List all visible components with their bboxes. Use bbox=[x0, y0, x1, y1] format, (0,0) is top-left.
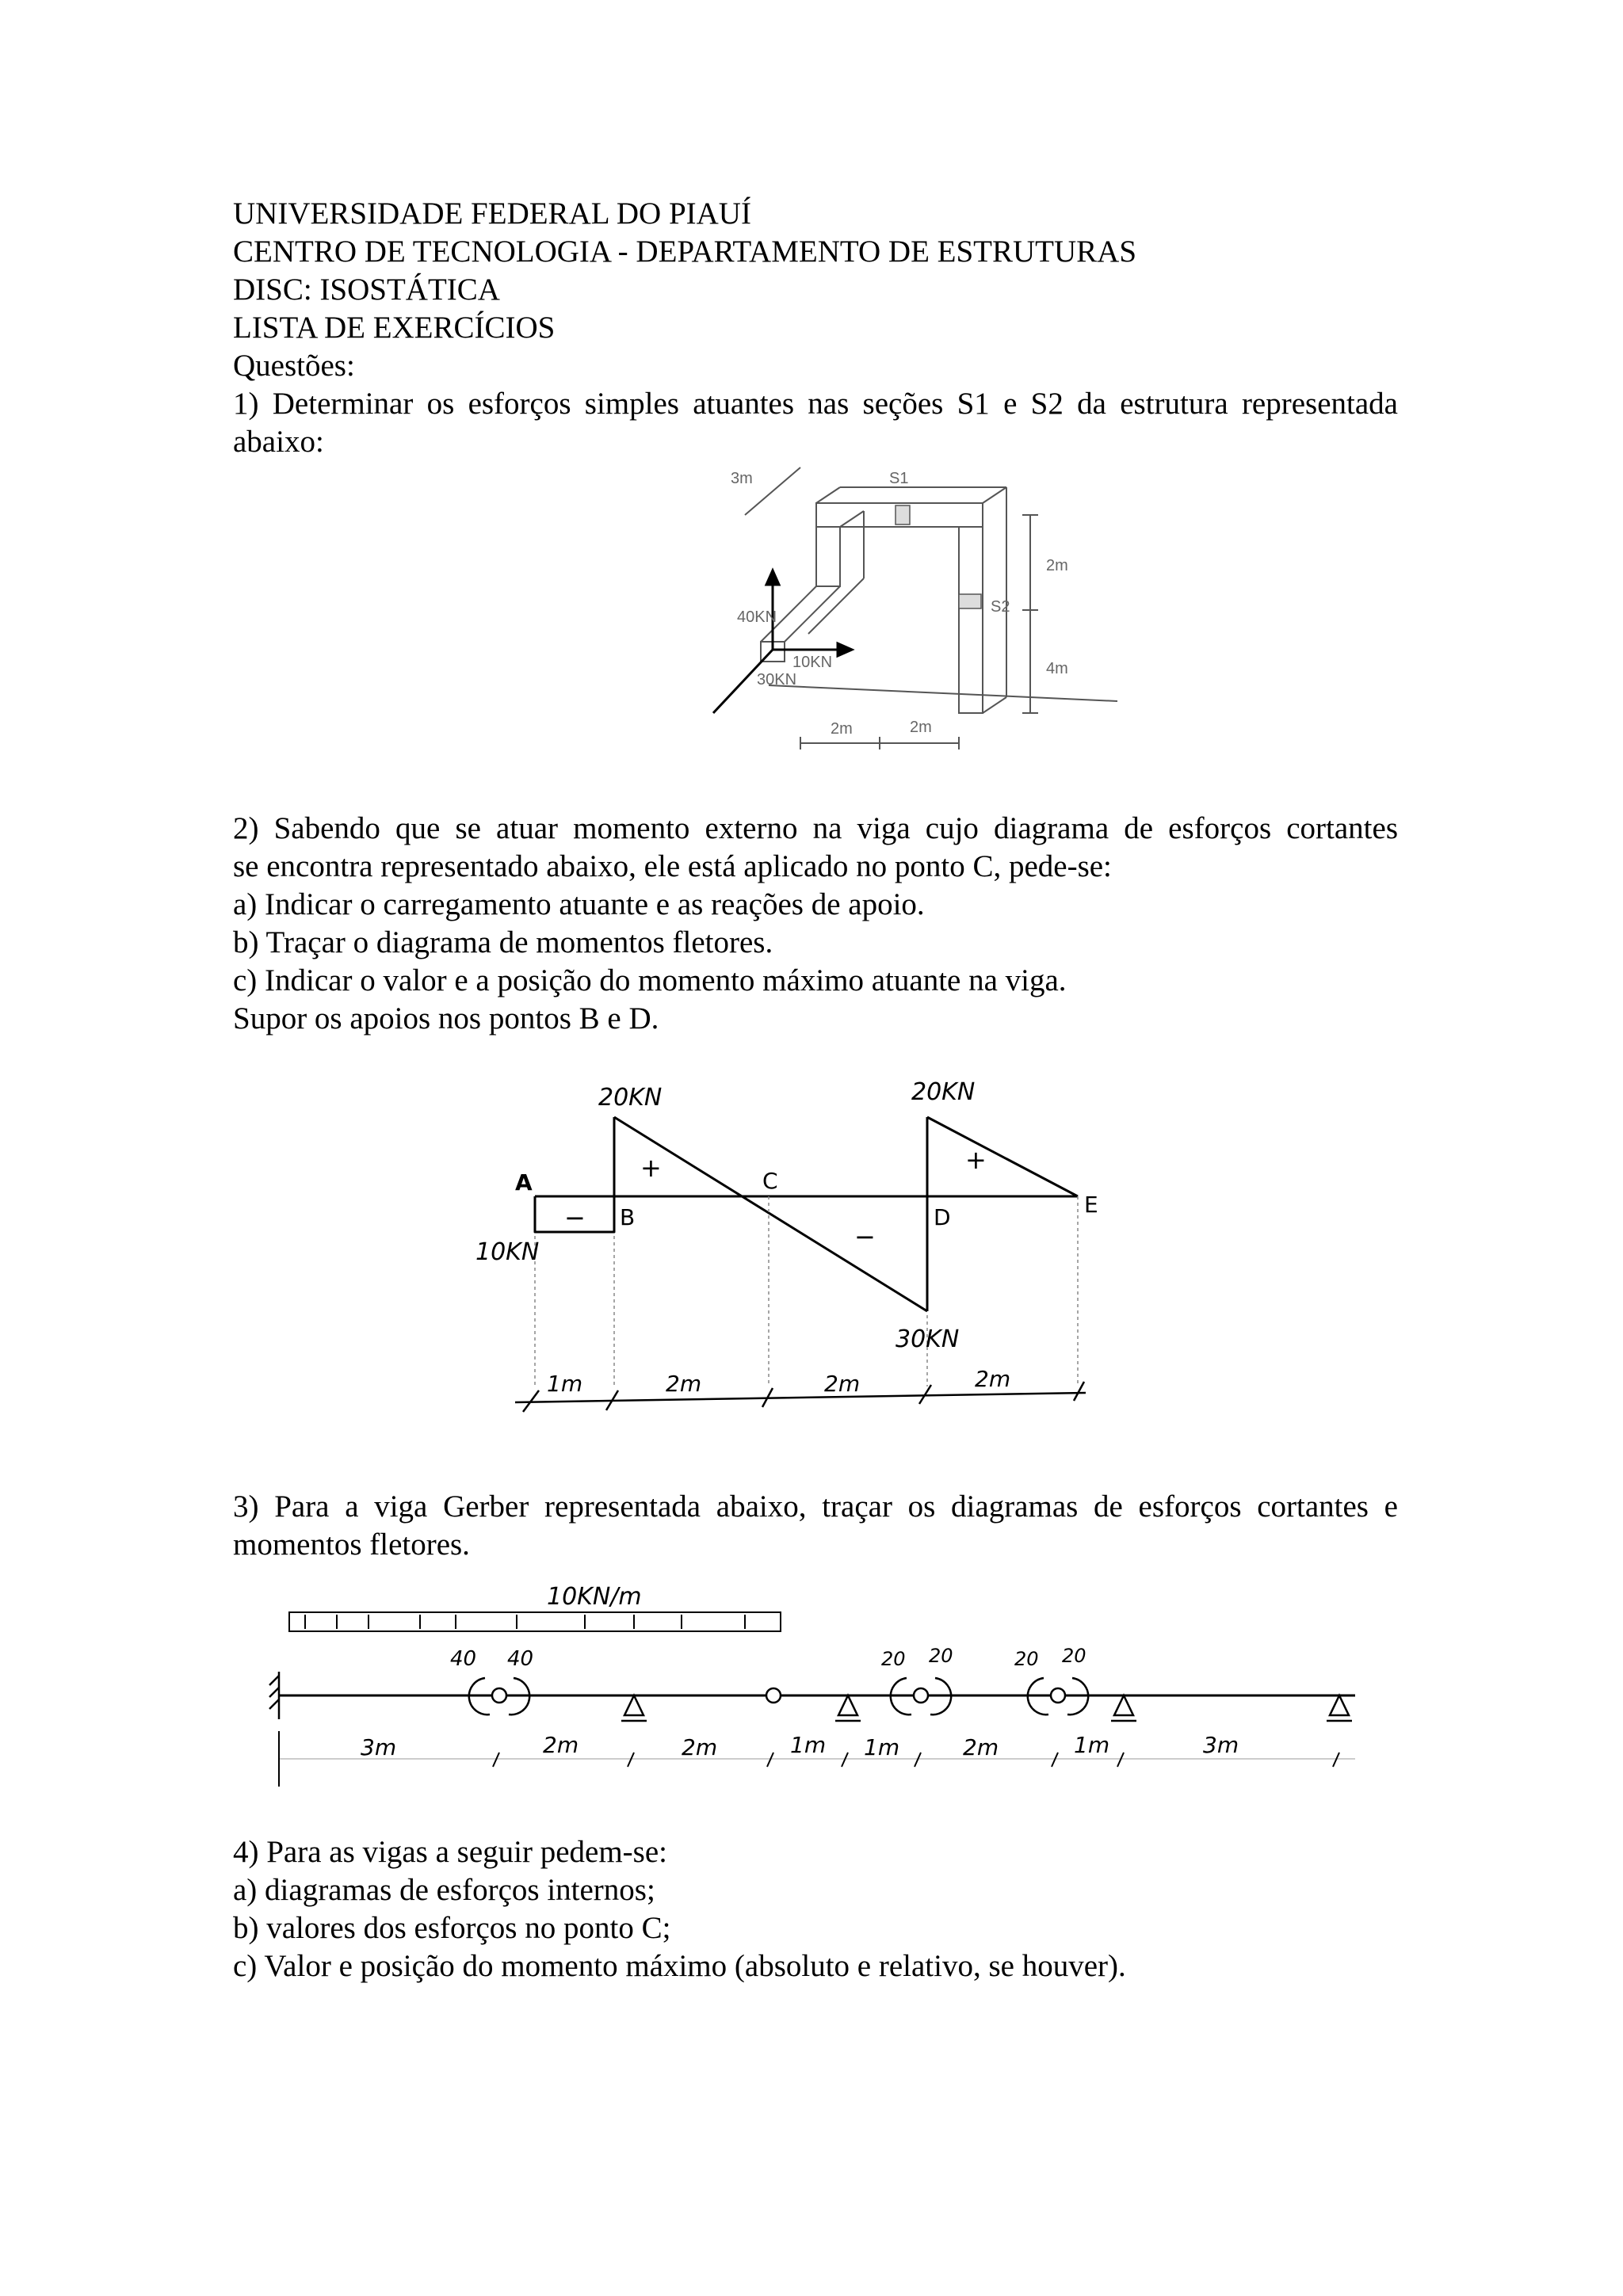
discipline: DISC: ISOSTÁTICA bbox=[233, 273, 500, 307]
q2-label-20kn-d: 20KN bbox=[911, 1078, 976, 1106]
q2-sign-plus-1: + bbox=[640, 1153, 662, 1183]
q2-sign-plus-2: + bbox=[965, 1145, 987, 1175]
q2-sign-minus-1: − bbox=[564, 1203, 586, 1233]
q3-moment-40b: 40 bbox=[507, 1647, 534, 1671]
center-name: CENTRO DE TECNOLOGIA - DEPARTAMENTO DE ESTRUTURAS bbox=[233, 235, 1137, 269]
q2-span-4: 2m bbox=[975, 1366, 1011, 1392]
q2-line2: se encontra representado abaixo, ele está aplicado no ponto C, pede-se: bbox=[233, 849, 1112, 883]
q3-span-3: 2m bbox=[682, 1734, 718, 1760]
q1-load-40: 40KN bbox=[737, 608, 777, 626]
q1-text-line1: 1) Determinar os esforços simples atuantes nas seções S1 e S2 da estrutura representada bbox=[233, 387, 1398, 421]
q4-item-c: c) Valor e posição do momento máximo (absoluto e relativo, se houver). bbox=[233, 1949, 1126, 1983]
q3-line2: momentos fletores. bbox=[233, 1527, 470, 1562]
q4-item-a: a) diagramas de esforços internos; bbox=[233, 1873, 655, 1907]
q3-moment-20d: 20 bbox=[1062, 1645, 1086, 1667]
q1-s1-label: S1 bbox=[889, 470, 909, 487]
q4-intro: 4) Para as vigas a seguir pedem-se: bbox=[233, 1835, 667, 1869]
q3-span-2: 2m bbox=[543, 1732, 579, 1758]
q1-dim-3m: 3m bbox=[731, 470, 753, 487]
q3-moment-40a: 40 bbox=[450, 1647, 477, 1671]
q3-gerber-beam bbox=[238, 1577, 1395, 1798]
q2-sign-minus-2: − bbox=[854, 1222, 876, 1252]
q2-point-e: E bbox=[1084, 1192, 1098, 1218]
q3-span-8: 3m bbox=[1203, 1732, 1239, 1758]
q2-item-a: a) Indicar o carregamento atuante e as reações de apoio. bbox=[233, 887, 925, 921]
q3-dist-load: 10KN/m bbox=[547, 1583, 642, 1611]
q2-span-2: 2m bbox=[666, 1371, 702, 1397]
q1-load-30: 30KN bbox=[757, 671, 797, 688]
q3-moment-20c: 20 bbox=[1014, 1648, 1039, 1670]
q4-item-b: b) valores dos esforços no ponto C; bbox=[233, 1911, 671, 1945]
q3-span-6: 2m bbox=[963, 1734, 999, 1760]
q2-item-c: c) Indicar o valor e a posição do momento máximo atuante na viga. bbox=[233, 963, 1067, 997]
q3-span-5: 1m bbox=[864, 1734, 900, 1760]
q2-label-10kn: 10KN bbox=[475, 1238, 540, 1266]
q1-dim-2m-a: 2m bbox=[831, 720, 853, 738]
q2-span-1: 1m bbox=[547, 1371, 583, 1397]
q2-shear-diagram bbox=[468, 1038, 1165, 1450]
q1-text-line2: abaixo: bbox=[233, 425, 324, 459]
q2-span-3: 2m bbox=[824, 1371, 861, 1397]
q3-moment-20b: 20 bbox=[929, 1645, 953, 1667]
q2-label-30kn: 30KN bbox=[896, 1325, 960, 1353]
q3-span-1: 3m bbox=[361, 1734, 397, 1760]
q3-moment-20a: 20 bbox=[881, 1648, 906, 1670]
questions-label: Questões: bbox=[233, 349, 355, 383]
q3-span-4: 1m bbox=[790, 1732, 827, 1758]
q1-figure bbox=[697, 460, 1141, 761]
list-title: LISTA DE EXERCÍCIOS bbox=[233, 311, 556, 345]
university-name: UNIVERSIDADE FEDERAL DO PIAUÍ bbox=[233, 196, 751, 231]
q2-point-c: C bbox=[762, 1168, 778, 1194]
q2-label-20kn-b: 20KN bbox=[598, 1084, 663, 1112]
q1-dim-2m-b: 2m bbox=[910, 719, 932, 736]
q2-supports: Supor os apoios nos pontos B e D. bbox=[233, 1001, 659, 1035]
q2-point-d: D bbox=[934, 1204, 951, 1230]
q2-point-b: B bbox=[620, 1204, 636, 1230]
q2-item-b: b) Traçar o diagrama de momentos fletores. bbox=[233, 925, 773, 959]
q1-dim-4m: 4m bbox=[1046, 660, 1068, 677]
q1-dim-2m-right: 2m bbox=[1046, 557, 1068, 574]
q2-line1: 2) Sabendo que se atuar momento externo na viga cujo diagrama de esforços cortantes bbox=[233, 811, 1398, 845]
q1-load-10: 10KN bbox=[792, 654, 833, 671]
q2-point-a: A bbox=[515, 1169, 533, 1196]
q3-span-7: 1m bbox=[1074, 1732, 1110, 1758]
q1-s2-label: S2 bbox=[991, 598, 1010, 616]
q3-line1: 3) Para a viga Gerber representada abaixo, traçar os diagramas de esforços cortantes e bbox=[233, 1489, 1398, 1524]
